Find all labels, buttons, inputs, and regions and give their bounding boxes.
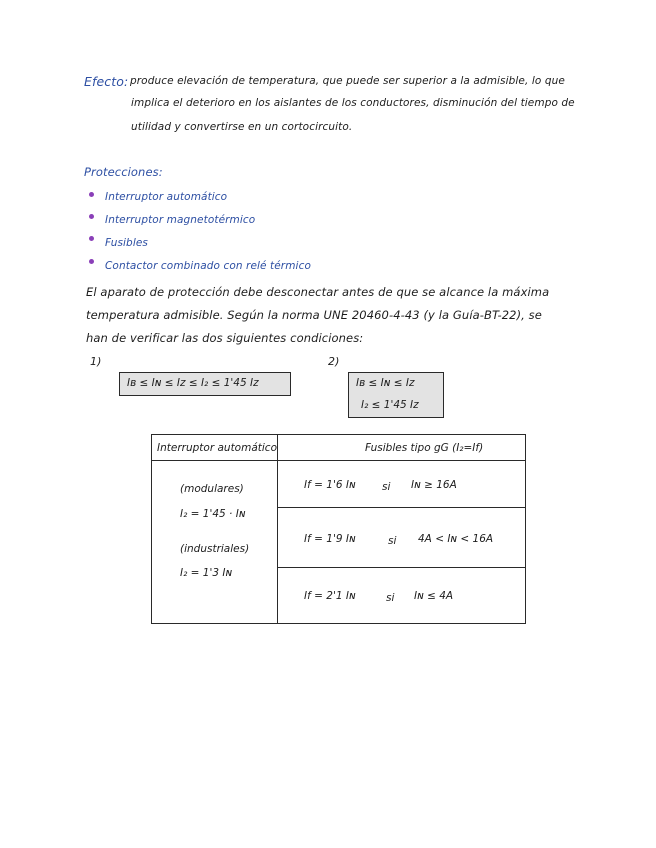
paragraph-line-1: El aparato de protección debe desconectar antes de que se alcance la máxima	[86, 285, 550, 299]
table-header-right: Fusibles tipo gG (I₂=If)	[365, 442, 484, 454]
protection-item: Interruptor automático	[105, 191, 228, 203]
interruptor-industriales-formula: I₂ = 1'3 Iɴ	[180, 567, 233, 579]
condition-1-box	[119, 372, 291, 396]
fusible-row-1-formula: If = 1'6 Iɴ	[304, 479, 356, 491]
protecciones-heading: Protecciones:	[84, 165, 163, 179]
efecto-line-2: implica el deterioro en los aislantes de los conductores, disminución del tiempo de	[131, 97, 575, 109]
condition-2-formula-2: I₂ ≤ 1'45 Iᴢ	[361, 399, 419, 411]
fusible-row-3-si: si	[386, 592, 395, 604]
bullet-dot	[89, 236, 94, 241]
bullet-dot	[89, 214, 94, 219]
protection-item: Interruptor magnetotérmico	[105, 214, 256, 226]
condition-1-formula: Iʙ ≤ Iɴ ≤ Iᴢ ≤ I₂ ≤ 1'45 Iᴢ	[127, 377, 259, 389]
protection-table	[151, 434, 526, 624]
table-divider	[152, 460, 525, 461]
paragraph-line-2: temperatura admisible. Según la norma UNE 20460-4-43 (y la Guía-BT-22), se	[86, 308, 542, 322]
interruptor-industriales-label: (industriales)	[180, 543, 250, 555]
efecto-heading: Efecto:	[84, 74, 129, 89]
protection-item: Contactor combinado con relé térmico	[105, 260, 311, 272]
bullet-dot	[89, 259, 94, 264]
fusible-row-3-formula: If = 2'1 Iɴ	[304, 590, 356, 602]
condition-2-formula-1: Iʙ ≤ Iɴ ≤ Iᴢ	[356, 377, 415, 389]
fusible-row-2-si: si	[388, 535, 397, 547]
table-divider	[277, 435, 278, 623]
fusible-row-1-si: si	[382, 481, 391, 493]
fusible-row-3-condition: Iɴ ≤ 4A	[414, 590, 454, 602]
table-divider	[277, 567, 525, 568]
interruptor-modulares-label: (modulares)	[180, 483, 244, 495]
fusible-row-1-condition: Iɴ ≥ 16A	[411, 479, 457, 491]
table-header-left: Interruptor automático	[157, 442, 278, 454]
table-divider	[277, 507, 525, 508]
interruptor-modulares-formula: I₂ = 1'45 · Iɴ	[180, 508, 246, 520]
bullet-dot	[89, 192, 94, 197]
condition-2-box	[348, 372, 444, 418]
condition-1-number: 1)	[90, 355, 102, 368]
condition-2-number: 2)	[328, 355, 340, 368]
fusible-row-2-formula: If = 1'9 Iɴ	[304, 533, 356, 545]
paragraph-line-3: han de verificar las dos siguientes condiciones:	[86, 331, 364, 345]
protection-item: Fusibles	[105, 237, 148, 249]
efecto-line-3: utilidad y convertirse en un cortocircuito.	[131, 121, 353, 133]
fusible-row-2-condition: 4A < Iɴ < 16A	[418, 533, 494, 545]
efecto-line-1: produce elevación de temperatura, que puede ser superior a la admisible, lo que	[130, 75, 565, 87]
